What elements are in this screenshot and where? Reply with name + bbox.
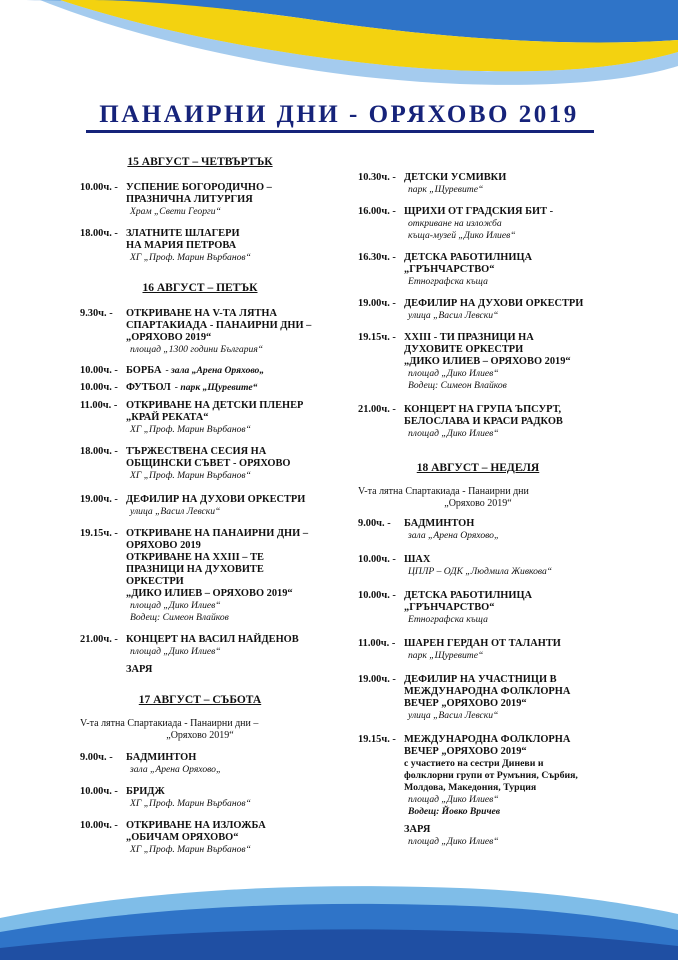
event-venue: парк „Щуревите“ bbox=[408, 184, 484, 195]
event-title-line: ДЕФИЛИР НА УЧАСТНИЦИ В bbox=[404, 674, 557, 685]
event-row bbox=[80, 228, 320, 264]
event-row bbox=[358, 590, 598, 626]
event-title-line: „ГРЪНЧАРСТВО“ bbox=[404, 264, 495, 275]
event-row bbox=[358, 298, 598, 322]
event-time: 10.00ч. - bbox=[80, 786, 118, 797]
event-time: 16.00ч. - bbox=[358, 206, 396, 217]
event-row bbox=[358, 554, 598, 578]
event-title-line: ОТКРИВАНЕ НА XXIII – ТЕ bbox=[126, 552, 264, 563]
event-venue: откриване на изложба bbox=[408, 218, 502, 229]
event-venue: ХГ „Проф. Марин Върбанов“ bbox=[130, 470, 251, 481]
event-venue: площад „Дико Илиев“ bbox=[408, 428, 499, 439]
event-row bbox=[358, 332, 598, 392]
event-title-line: „ОРЯХОВО 2019“ bbox=[126, 332, 212, 343]
event-venue: ХГ „Проф. Марин Върбанов“ bbox=[130, 798, 251, 809]
event-title-line: ОРЯХОВО 2019 bbox=[126, 540, 201, 551]
event-time: 10.00ч. - bbox=[358, 590, 396, 601]
day-intro-line: V-та лятна Спартакиада - Панаирни дни bbox=[358, 486, 529, 497]
event-title-line: ШАРЕН ГЕРДАН ОТ ТАЛАНТИ bbox=[404, 638, 561, 649]
event-time: 9.00ч. - bbox=[358, 518, 391, 529]
event-title-line: ДЕФИЛИР НА ДУХОВИ ОРКЕСТРИ bbox=[404, 298, 584, 309]
event-venue: зала „Арена Оряхово„ bbox=[408, 530, 500, 541]
event-title-line: МЕЖДУНАРОДНА ФОЛКЛОРНА bbox=[404, 686, 571, 697]
day-heading: 17 АВГУСТ – СЪБОТА bbox=[138, 694, 262, 706]
event-title-line: БАДМИНТОН bbox=[404, 518, 475, 529]
event-title-line: СПАРТАКИАДА - ПАНАИРНИ ДНИ – bbox=[126, 320, 312, 331]
event-venue-inline: - зала „Арена Оряхово„ bbox=[165, 365, 265, 376]
event-row bbox=[80, 820, 320, 856]
event-title-line: ОТКРИВАНЕ НА ИЗЛОЖБА bbox=[126, 820, 266, 831]
event-title-line: ПРАЗНИЧНА ЛИТУРГИЯ bbox=[126, 194, 253, 205]
event-title-line: ЩРИХИ ОТ ГРАДСКИЯ БИТ - bbox=[404, 206, 554, 217]
day-heading: 16 АВГУСТ – ПЕТЪК bbox=[142, 282, 258, 294]
event-title-line: „ДИКО ИЛИЕВ – ОРЯХОВО 2019“ bbox=[126, 588, 293, 599]
event-body bbox=[126, 382, 320, 394]
event-venue: ЦПЛР – ОДК „Людмила Живкова“ bbox=[408, 566, 553, 577]
event-body bbox=[404, 674, 598, 722]
event-body bbox=[126, 365, 320, 377]
event-row bbox=[80, 634, 320, 676]
event-time: 18.00ч. - bbox=[80, 228, 118, 239]
event-title-line: УСПЕНИЕ БОГОРОДИЧНО – bbox=[126, 182, 272, 193]
event-detail-line: фолклорни групи от Румъния, Сърбия, bbox=[404, 770, 578, 781]
event-title-line: ШАХ bbox=[404, 554, 431, 565]
event-body bbox=[404, 554, 598, 578]
event-body bbox=[404, 518, 598, 542]
right-column bbox=[358, 172, 598, 848]
event-venue: улица „Васил Левски“ bbox=[408, 310, 499, 321]
event-venue: Етнографска къща bbox=[408, 276, 488, 287]
event-venue: Храм „Свети Георги“ bbox=[130, 206, 221, 217]
event-venue: ХГ „Проф. Марин Върбанов“ bbox=[130, 424, 251, 435]
event-title-line: БЕЛОСЛАВА И КРАСИ РАДКОВ bbox=[404, 416, 563, 427]
event-row bbox=[358, 734, 598, 848]
event-title-line: КОНЦЕРТ НА ВАСИЛ НАЙДЕНОВ bbox=[126, 634, 299, 645]
event-detail-line: Молдова, Македония, Турция bbox=[404, 782, 537, 793]
event-row bbox=[80, 400, 320, 436]
event-title-line: ДЕФИЛИР НА ДУХОВИ ОРКЕСТРИ bbox=[126, 494, 306, 505]
event-title-line bbox=[126, 382, 320, 394]
event-time: 10.30ч. - bbox=[358, 172, 396, 183]
event-venue: площад „Дико Илиев“ bbox=[408, 794, 499, 805]
event-row bbox=[358, 252, 598, 288]
day-intro-line: „Оряхово 2019“ bbox=[444, 498, 512, 509]
event-body bbox=[126, 228, 320, 264]
event-venue: площад „Дико Илиев“ bbox=[408, 368, 499, 379]
event-body bbox=[404, 734, 598, 848]
bottom-wave-decoration bbox=[0, 870, 678, 960]
event-time: 19.00ч. - bbox=[358, 674, 396, 685]
event-body bbox=[126, 182, 320, 218]
event-title-line: ДЕТСКА РАБОТИЛНИЦА bbox=[404, 252, 533, 263]
event-title-line: „КРАЙ РЕКАТА“ bbox=[126, 412, 209, 423]
event-venue: зала „Арена Оряхово„ bbox=[130, 764, 222, 775]
event-venue: Водещ: Симеон Влайков bbox=[130, 612, 229, 623]
event-body bbox=[404, 252, 598, 288]
event-detail-line: с участието на сестри Диневи и bbox=[404, 758, 544, 769]
event-time: 10.00ч. - bbox=[358, 554, 396, 565]
event-venue: ХГ „Проф. Марин Върбанов“ bbox=[130, 252, 251, 263]
event-time: 9.30ч. - bbox=[80, 308, 113, 319]
event-time: 18.00ч. - bbox=[80, 446, 118, 457]
event-venue: площад „1300 години България“ bbox=[130, 344, 264, 355]
event-title-line: ДЕТСКА РАБОТИЛНИЦА bbox=[404, 590, 533, 601]
event-title-line: ТЪРЖЕСТВЕНА СЕСИЯ НА bbox=[126, 446, 267, 457]
event-venue: къща-музей „Дико Илиев“ bbox=[408, 230, 516, 241]
event-title-line: МЕЖДУНАРОДНА ФОЛКЛОРНА bbox=[404, 734, 571, 745]
event-body bbox=[404, 590, 598, 626]
event-body bbox=[126, 634, 320, 676]
event-time: 9.00ч. - bbox=[80, 752, 113, 763]
event-time: 10.00ч. - bbox=[80, 820, 118, 831]
event-time: 19.00ч. - bbox=[80, 494, 118, 505]
event-body bbox=[404, 172, 598, 196]
event-title-line: ОТКРИВАНЕ НА ДЕТСКИ ПЛЕНЕР bbox=[126, 400, 304, 411]
event-title-text: БОРБА bbox=[126, 365, 162, 376]
event-row bbox=[80, 382, 320, 394]
event-title-line: БРИДЖ bbox=[126, 786, 165, 797]
event-time: 19.15ч. - bbox=[80, 528, 118, 539]
event-row bbox=[358, 172, 598, 196]
event-row bbox=[80, 752, 320, 776]
event-title-line: ОТКРИВАНЕ НА ПАНАИРНИ ДНИ – bbox=[126, 528, 309, 539]
event-body bbox=[404, 404, 598, 440]
day-intro-line: V-та лятна Спартакиада - Панаирни дни – bbox=[80, 718, 259, 729]
event-row bbox=[358, 674, 598, 722]
event-title-line: ВЕЧЕР „ОРЯХОВО 2019“ bbox=[404, 698, 527, 709]
event-body bbox=[126, 308, 320, 356]
event-title-line: ДУХОВИТЕ ОРКЕСТРИ bbox=[404, 344, 524, 355]
event-title-line: XXIII - ТИ ПРАЗНИЦИ НА bbox=[404, 332, 534, 343]
event-title-line: ОБЩИНСКИ СЪВЕТ - ОРЯХОВО bbox=[126, 458, 291, 469]
event-title-line: „ДИКО ИЛИЕВ – ОРЯХОВО 2019“ bbox=[404, 356, 571, 367]
event-row bbox=[80, 528, 320, 624]
event-row bbox=[80, 786, 320, 810]
event-time: 21.00ч. - bbox=[358, 404, 396, 415]
event-title-line: ЗЛАТНИТЕ ШЛАГЕРИ bbox=[126, 228, 240, 239]
event-venue: улица „Васил Левски“ bbox=[130, 506, 221, 517]
event-row bbox=[80, 308, 320, 356]
event-venue: улица „Васил Левски“ bbox=[408, 710, 499, 721]
event-time: 10.00ч. - bbox=[80, 382, 118, 393]
event-extra: ЗАРЯ bbox=[126, 664, 153, 675]
event-row bbox=[358, 206, 598, 242]
event-title-line: „ОБИЧАМ ОРЯХОВО“ bbox=[126, 832, 239, 843]
event-time: 11.00ч. - bbox=[358, 638, 396, 649]
event-venue-inline: - парк „Щуревите“ bbox=[174, 382, 258, 393]
day-heading: 15 АВГУСТ – ЧЕТВЪРТЪК bbox=[127, 156, 273, 168]
event-title-line: ВЕЧЕР „ОРЯХОВО 2019“ bbox=[404, 746, 527, 757]
event-body bbox=[126, 446, 320, 482]
event-title-line: „ГРЪНЧАРСТВО“ bbox=[404, 602, 495, 613]
event-body bbox=[126, 820, 320, 856]
event-time: 11.00ч. - bbox=[80, 400, 118, 411]
page-title: ПАНАИРНИ ДНИ - ОРЯХОВО 2019 bbox=[99, 101, 579, 128]
event-title-text: ФУТБОЛ bbox=[126, 382, 171, 393]
event-body bbox=[126, 528, 320, 624]
event-venue: площад „Дико Илиев“ bbox=[130, 600, 221, 611]
event-host: Водещ: Йовко Вричев bbox=[408, 806, 501, 817]
day-heading: 18 АВГУСТ – НЕДЕЛЯ bbox=[416, 462, 540, 474]
event-extra-venue: площад „Дико Илиев“ bbox=[408, 836, 499, 847]
event-venue: ХГ „Проф. Марин Върбанов“ bbox=[130, 844, 251, 855]
event-body bbox=[404, 332, 598, 392]
event-title-line: НА МАРИЯ ПЕТРОВА bbox=[126, 240, 237, 251]
event-venue: Водещ: Симеон Влайков bbox=[408, 380, 507, 391]
event-row bbox=[358, 404, 598, 440]
event-body bbox=[404, 638, 598, 662]
title-underline bbox=[86, 130, 594, 133]
event-time: 16.30ч. - bbox=[358, 252, 396, 263]
event-time: 10.00ч. - bbox=[80, 182, 118, 193]
left-column bbox=[80, 156, 320, 856]
event-body bbox=[126, 400, 320, 436]
event-title-line: ДЕТСКИ УСМИВКИ bbox=[404, 172, 507, 183]
day-intro-line: „Оряхово 2019“ bbox=[166, 730, 234, 741]
event-title-line: ПРАЗНИЦИ НА ДУХОВИТЕ bbox=[126, 564, 264, 575]
event-venue: парк „Щуревите“ bbox=[408, 650, 484, 661]
event-body bbox=[126, 786, 320, 810]
event-title-line bbox=[126, 365, 320, 377]
event-row bbox=[358, 518, 598, 542]
event-body bbox=[126, 752, 320, 776]
event-title-line: БАДМИНТОН bbox=[126, 752, 197, 763]
event-row bbox=[358, 638, 598, 662]
event-time: 19.15ч. - bbox=[358, 734, 396, 745]
event-title-line: КОНЦЕРТ НА ГРУПА ЪПСУРТ, bbox=[404, 404, 562, 415]
event-body bbox=[404, 298, 598, 322]
event-body bbox=[404, 206, 598, 242]
event-venue: Етнографска къща bbox=[408, 614, 488, 625]
event-time: 19.00ч. - bbox=[358, 298, 396, 309]
event-time: 19.15ч. - bbox=[358, 332, 396, 343]
event-row bbox=[80, 182, 320, 218]
event-time: 10.00ч. - bbox=[80, 365, 118, 376]
event-row bbox=[80, 494, 320, 518]
event-title-line: ОРКЕСТРИ bbox=[126, 576, 184, 587]
event-row bbox=[80, 446, 320, 482]
event-venue: площад „Дико Илиев“ bbox=[130, 646, 221, 657]
event-extra: ЗАРЯ bbox=[404, 824, 431, 835]
event-title-line: ОТКРИВАНЕ НА V-ТА ЛЯТНА bbox=[126, 308, 278, 319]
event-row bbox=[80, 365, 320, 377]
event-time: 21.00ч. - bbox=[80, 634, 118, 645]
event-body bbox=[126, 494, 320, 518]
